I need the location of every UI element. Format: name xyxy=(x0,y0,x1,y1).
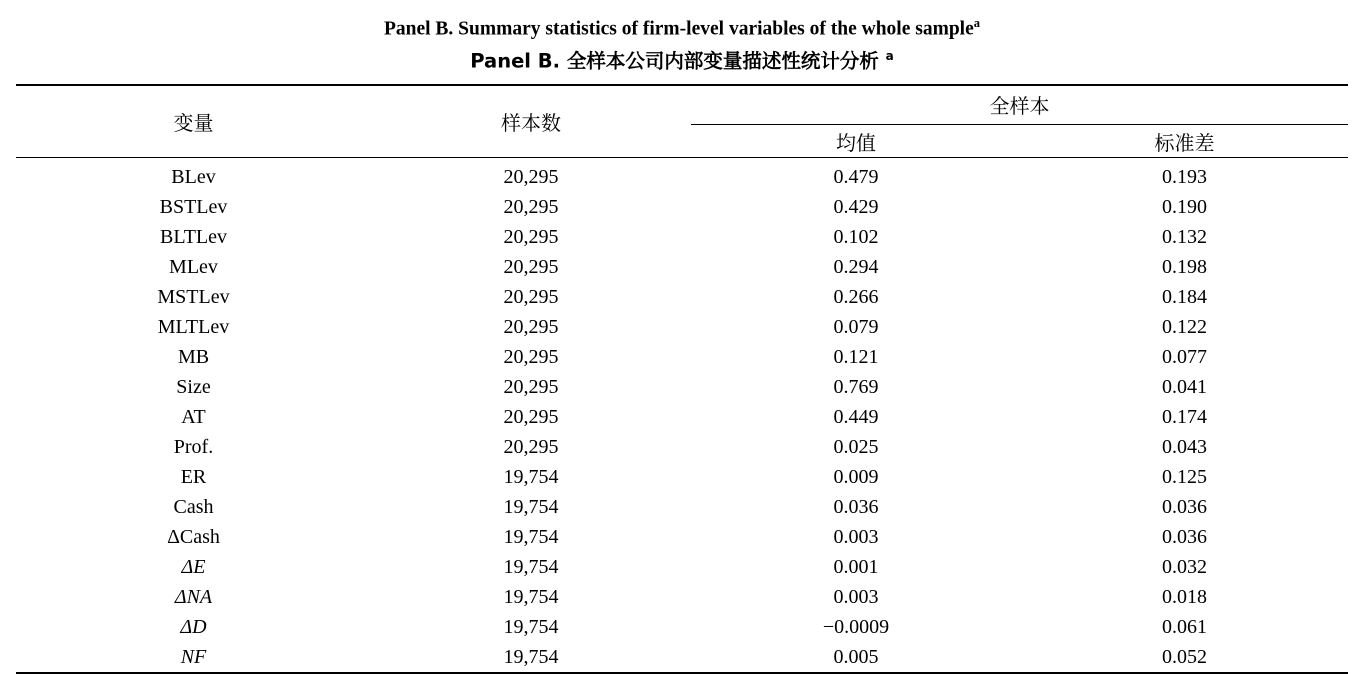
table-caption-english xyxy=(16,10,1348,43)
cell-sd: 0.184 xyxy=(1162,285,1207,308)
cell-variable: ΔCash xyxy=(167,525,220,548)
cell-mean: 0.036 xyxy=(833,495,879,518)
cell-sd: 0.041 xyxy=(1162,375,1207,398)
table-row xyxy=(16,552,1348,582)
table-row xyxy=(16,252,1348,282)
cell-variable: Size xyxy=(176,375,211,398)
cell-sd: 0.193 xyxy=(1162,165,1207,188)
cell-sample-size: 20,295 xyxy=(503,195,559,218)
cell-sample-size: 19,754 xyxy=(503,585,559,608)
cell-variable: MB xyxy=(177,345,210,368)
cell-sample-size: 20,295 xyxy=(503,225,559,248)
cell-mean: 0.003 xyxy=(833,525,879,548)
cell-sd: 0.036 xyxy=(1162,525,1207,548)
cell-sample-size: 19,754 xyxy=(503,495,559,518)
caption-english-text: Panel B. Summary statistics of firm-level variables of the whole sample xyxy=(383,18,974,40)
table-row xyxy=(16,222,1348,252)
cell-mean: 0.429 xyxy=(833,195,879,218)
table-header xyxy=(16,85,1348,158)
table-row xyxy=(16,582,1348,612)
cell-mean: 0.294 xyxy=(833,255,879,278)
cell-sample-size: 20,295 xyxy=(503,345,559,368)
cell-mean: 0.769 xyxy=(833,375,879,398)
cell-sd: 0.018 xyxy=(1162,585,1207,608)
cell-variable: MSTLev xyxy=(157,285,230,308)
table-row xyxy=(16,522,1348,552)
cell-sd: 0.174 xyxy=(1162,405,1207,428)
table-bottom-rule xyxy=(16,672,1348,673)
table-row xyxy=(16,282,1348,312)
summary-statistics-table xyxy=(16,84,1348,674)
header-sample-size: 样本数 xyxy=(501,111,561,135)
cell-variable: BSTLev xyxy=(159,195,228,218)
header-mean: 均值 xyxy=(836,130,876,155)
cell-sample-size: 19,754 xyxy=(503,555,559,578)
header-variable: 变量 xyxy=(173,111,214,135)
table-footer xyxy=(16,672,1348,673)
cell-variable: AT xyxy=(181,405,206,428)
table-row xyxy=(16,612,1348,642)
caption-chinese-text: Panel B. 全样本公司内部变量描述性统计分析 xyxy=(470,49,886,72)
cell-sd: 0.032 xyxy=(1162,555,1207,578)
cell-mean: 0.449 xyxy=(833,405,879,428)
cell-variable: MLev xyxy=(169,255,218,278)
cell-variable: ΔNA xyxy=(174,585,213,608)
cell-variable: Cash xyxy=(173,495,214,518)
cell-mean: 0.121 xyxy=(833,345,879,368)
table-row xyxy=(16,492,1348,522)
cell-sample-size: 20,295 xyxy=(503,315,559,338)
caption-chinese-footnote-marker: a xyxy=(885,48,894,63)
cell-sample-size: 19,754 xyxy=(503,645,559,668)
cell-sample-size: 20,295 xyxy=(503,435,559,458)
cell-mean: 0.003 xyxy=(833,585,879,608)
cell-sample-size: 20,295 xyxy=(503,285,559,308)
cell-sd: 0.122 xyxy=(1162,315,1207,338)
cell-mean: 0.079 xyxy=(833,315,879,338)
cell-sample-size: 19,754 xyxy=(503,465,559,488)
cell-sd: 0.077 xyxy=(1162,345,1207,368)
cell-mean: 0.266 xyxy=(833,285,879,308)
cell-mean: 0.479 xyxy=(833,165,879,188)
cell-sample-size: 20,295 xyxy=(503,405,559,428)
cell-mean: −0.0009 xyxy=(822,615,890,638)
cell-mean: 0.009 xyxy=(833,465,879,488)
header-row-primary xyxy=(16,86,1348,125)
table-row xyxy=(16,372,1348,402)
cell-sample-size: 20,295 xyxy=(503,375,559,398)
cell-mean: 0.025 xyxy=(833,435,879,458)
cell-variable: Prof. xyxy=(173,435,214,458)
cell-mean: 0.005 xyxy=(833,645,879,668)
table-row xyxy=(16,162,1348,192)
caption-english-footnote-marker: a xyxy=(973,16,981,30)
table-row xyxy=(16,192,1348,222)
table-row xyxy=(16,462,1348,492)
table-body xyxy=(16,158,1348,673)
table-row xyxy=(16,642,1348,672)
cell-sample-size: 20,295 xyxy=(503,255,559,278)
cell-sd: 0.061 xyxy=(1162,615,1207,638)
table-row xyxy=(16,342,1348,372)
cell-sd: 0.036 xyxy=(1162,495,1207,518)
header-group-whole-sample: 全样本 xyxy=(691,86,1348,125)
cell-sample-size: 20,295 xyxy=(503,165,559,188)
table-row xyxy=(16,402,1348,432)
cell-variable: ΔE xyxy=(181,555,206,578)
cell-sample-size: 19,754 xyxy=(503,615,559,638)
cell-variable: BLTLev xyxy=(159,225,228,248)
cell-mean: 0.001 xyxy=(833,555,879,578)
cell-sd: 0.190 xyxy=(1162,195,1207,218)
table-caption-chinese xyxy=(16,43,1348,75)
cell-sd: 0.052 xyxy=(1162,645,1207,668)
cell-sd: 0.043 xyxy=(1162,435,1207,458)
cell-variable: MLTLev xyxy=(157,315,230,338)
cell-variable: ΔD xyxy=(180,615,207,638)
cell-sd: 0.132 xyxy=(1162,225,1207,248)
cell-mean: 0.102 xyxy=(833,225,879,248)
cell-variable: NF xyxy=(180,645,207,668)
cell-sd: 0.198 xyxy=(1162,255,1207,278)
cell-variable: ER xyxy=(180,465,207,488)
table-row xyxy=(16,312,1348,342)
cell-sd: 0.125 xyxy=(1162,465,1207,488)
cell-sample-size: 19,754 xyxy=(503,525,559,548)
cell-variable: BLev xyxy=(171,165,216,188)
header-sd: 标准差 xyxy=(1154,130,1215,155)
table-row xyxy=(16,432,1348,462)
